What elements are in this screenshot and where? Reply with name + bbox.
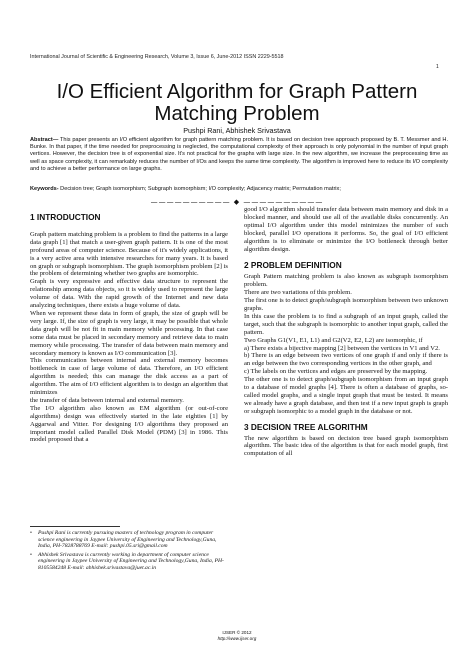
problem-condition-b: b) There is an edge between two vertices of one graph if and only if there is an edge between the two corresponding vertices in the other graph, and: [244, 352, 448, 368]
problem-paragraph: The other one is to detect graph/subgraph isomorphism from an input graph to a database of model graphs [4]. There is often a database of graphs, so-called model graphs, and a single input graph that must be tested. It means we already have a graph database, and then test if a new input graph is graph or subgraph isomorphic to a model graph in the database or not.: [244, 376, 448, 415]
footnote-text: Pushpi Rani is currently pursuing masters of technology program in computer science engineering in Jaypee University of Engineering and Technology,Guna, India, PH-7828788769 E-mail: pushpi.05.sri@gmail.com: [38, 530, 217, 550]
intro-paragraph-2: Graph is very expressive and effective data structure to represent the relationship among data objects, so it is widely used to represent the large volume of data. With the rapid growth of the Internet and new data analyzing techniques, there exists a huge volume of data.: [30, 278, 228, 310]
footer-copyright: IJSER © 2012: [222, 630, 252, 635]
intro-paragraph-6: The I/O algorithm also known as EM algorithm (or out-of-core algorithms) design was effectively started in the late eighties [1] by Aggarwal and Vitter. For designing I/O algorithms they proposed an important model called Parallel Disk Model (PDM) [3] in 1986. This model proposed that a: [30, 404, 228, 444]
journal-header: International Journal of Scientific & Engineering Research, Volume 3, Issue 6, June-2012 ISSN 2229-5518: [30, 54, 284, 60]
heading-introduction: 1 INTRODUCTION: [30, 212, 101, 222]
right-intro-paragraph: good I/O algorithm should transfer data between main memory and disk in a blocked manner, and should use all of the available disks concurrently. An optimal I/O algorithm under this model minimizes the number of such blocked, parallel I/O operations it performs. So, the goal of I/O efficient algorithm is to eliminate or minimize the I/O bottleneck through better algorithm design.: [244, 206, 448, 253]
bullet-icon: •: [30, 530, 32, 536]
problem-condition-a: a) There exists a bijective mapping [2] between the vertices in V1 and V2.: [244, 344, 440, 352]
problem-paragraph: Two Graphs G1(V1, E1, L1) and G2(V2, E2, L2) are isomorphic, if: [244, 336, 423, 344]
keywords: [30, 186, 448, 192]
abstract-text: This paper presents an I/O efficient algorithm for graph pattern matching problem. It is based on decision tree approach proposed by B. T. Messmer and H. Bunke. In that paper, if the time needed for preprocessing is neglected, the computational complexity of their approach is only polynomial in the number of input graph vertices. However, the decision tree is of exponential size. It's not practical for the graphs with large size. In the new algorithm, we increase the preprocessing time as well as space complexity, it can remarkably reduces the number of I/Os and keeps the same time complexity. The algorithm is improved here to reduce its I/O complexity and to achieve a better performance on large graphs.: [30, 137, 449, 172]
footnotes: [30, 530, 228, 574]
footnote-rule: [30, 526, 120, 527]
section-divider: —————————— ◆ ——————————: [150, 198, 324, 206]
footnote-text: Abhishek Srivastava is currently working in department of computer science engineering in Jaypee University of Engineering and Technology,Guna, India, PH-8105584248 E-mail: abhishek.srivastava@juet.ac.in: [38, 551, 224, 571]
heading-decision-tree: 3 DECISION TREE ALGORITHM: [244, 421, 368, 432]
problem-paragraph: In this case the problem is to find a subgraph of an input graph, called the target, such that the subgraph is isomorphic to another input graph, called the pattern.: [244, 312, 448, 336]
intro-paragraph-1: Graph pattern matching problem is a problem to find the patterns in a large data graph [1] that match a user-given graph pattern. It is one of the most profound areas of computer science. Because of it's widely applications, it is a very active area with intensive researches for many years. It is based on graph or subgraph isomorphism. The graph isomorphism problem [2] is the problem of determining whether two graphs are isomorphic.: [30, 230, 228, 278]
footer-url: http://www.ijser.org: [217, 636, 257, 641]
left-column: [30, 214, 228, 444]
page-number: 1: [436, 64, 439, 70]
problem-condition-c: c) The labels on the vertices and edges are preserved by the mapping.: [244, 368, 428, 376]
problem-paragraph: Graph Pattern matching problem is also known as subgraph isomorphism problem.: [244, 273, 448, 289]
keywords-label: Keywords-: [30, 186, 59, 192]
right-column: [244, 206, 448, 458]
abstract-label: Abstract—: [30, 137, 59, 143]
problem-paragraph: The first one is to detect graph/subgraph isomorphism between two unknown graphs.: [244, 297, 449, 312]
bullet-icon: •: [30, 551, 32, 558]
abstract: [30, 137, 448, 173]
heading-problem-definition: 2 PROBLEM DEFINITION: [244, 260, 342, 271]
footnote-item: [30, 530, 228, 550]
footnote-item: [30, 552, 228, 572]
authors: Pushpi Rani, Abhishek Srivastava: [183, 126, 291, 135]
paper-title-line-1: I/O Efficient Algorithm for Graph Pattern: [56, 80, 418, 103]
paper-title-line-2: Matching Problem: [154, 102, 320, 125]
keywords-text: Decision tree; Graph isomorphism; Subgraph isomorphism; I/O complexity; Adjacency matrix; Permutation matrix;: [60, 186, 341, 192]
intro-paragraph-3: When we represent these data in form of graph, the size of graph will be very large. If, the size of graph is very large, it may be possible that whole data graph will be not fit in main memory while processing. In that case some data must be placed in secondary memory and retrieve data to main memory while processing. The transfer of data between main memory and secondary memory is known as I/O communication [3].: [30, 309, 228, 357]
problem-paragraph: There are two variations of this problem.: [244, 289, 352, 297]
decision-tree-paragraph: The new algorithm is based on decision tree based graph isomorphism algorithm. The basic idea of the algorithm is that for each model graph, first computation of all: [244, 434, 448, 458]
intro-paragraph-5: the transfer of data between internal and external memory.: [30, 396, 184, 404]
intro-paragraph-4: This communication between internal and external memory becomes bottleneck in case of large volume of data. Therefore, an I/O efficient algorithm is needed; this can manage the disk access as a part of algorithm. The aim of I/O efficient algorithm is to design an algorithm that minimizes: [30, 357, 228, 397]
